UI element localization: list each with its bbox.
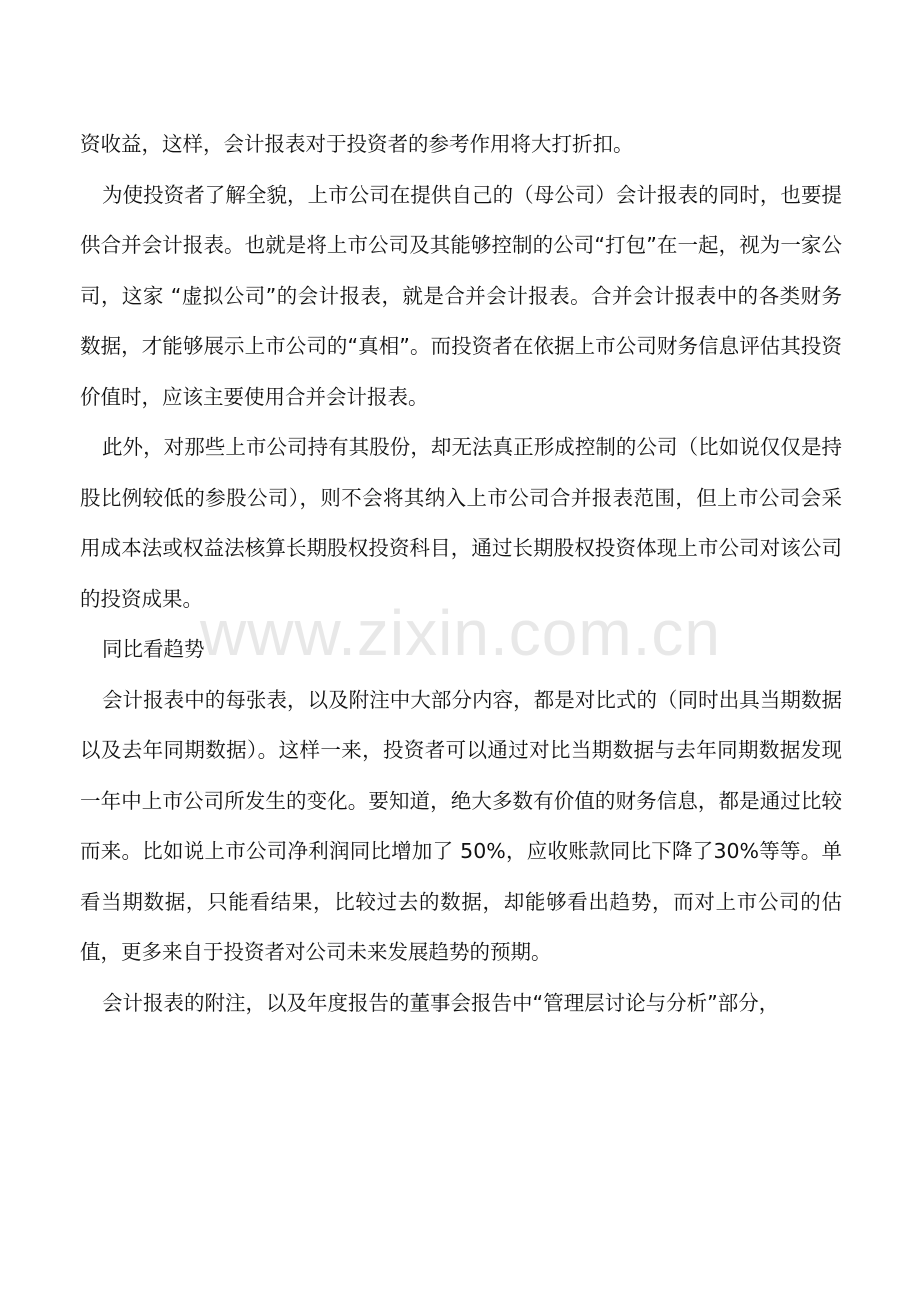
paragraph-5: 会计报表的附注，以及年度报告的董事会报告中“管理层讨论与分析”部分， bbox=[102, 990, 780, 1015]
document-body bbox=[80, 119, 842, 1028]
paragraph-3: 此外，对那些上市公司持有其股份，却无法真正形成控制的公司（比如说仅仅是持股比例较低的参股公司），则不会将其纳入上市公司合并报表范围，但上市公司会采用成本法或权益法核算长期股权投资科目，通过长期股权投资体现上市公司对该公司的投资成果。 bbox=[80, 435, 842, 611]
paragraph-2: 为使投资者了解全貌，上市公司在提供自己的（母公司）会计报表的同时，也要提供合并会计报表。也就是将上市公司及其能够控制的公司“打包”在一起，视为一家公司，这家 “虚拟公司”的会计报表，就是合并会计报表。合并会计报表中的各类财务数据，才能够展示上市公司的“真相”。而投资者在依据上市公司财务信息评估其投资价值时，应该主要使用合并会计报表。 bbox=[80, 182, 842, 409]
watermark: www.zixin.com.cn bbox=[200, 597, 721, 669]
paragraph-4: 会计报表中的每张表，以及附注中大部分内容，都是对比式的（同时出具当期数据以及去年同期数据）。这样一来，投资者可以通过对比当期数据与去年同期数据发现一年中上市公司所发生的变化。要知道，绝大多数有价值的财务信息，都是通过比较而来。比如说上市公司净利润同比增加了 50%，应收账款同比下降了30%等等。单看当期数据，只能看结果，比较过去的数据，却能够看出趋势，而对上市公司的估值，更多来自于投资者对公司未来发展趋势的预期。 bbox=[80, 687, 842, 964]
paragraph-1: 资收益，这样，会计报表对于投资者的参考作用将大打折扣。 bbox=[80, 132, 634, 156]
section-heading: 同比看趋势 bbox=[102, 637, 205, 661]
